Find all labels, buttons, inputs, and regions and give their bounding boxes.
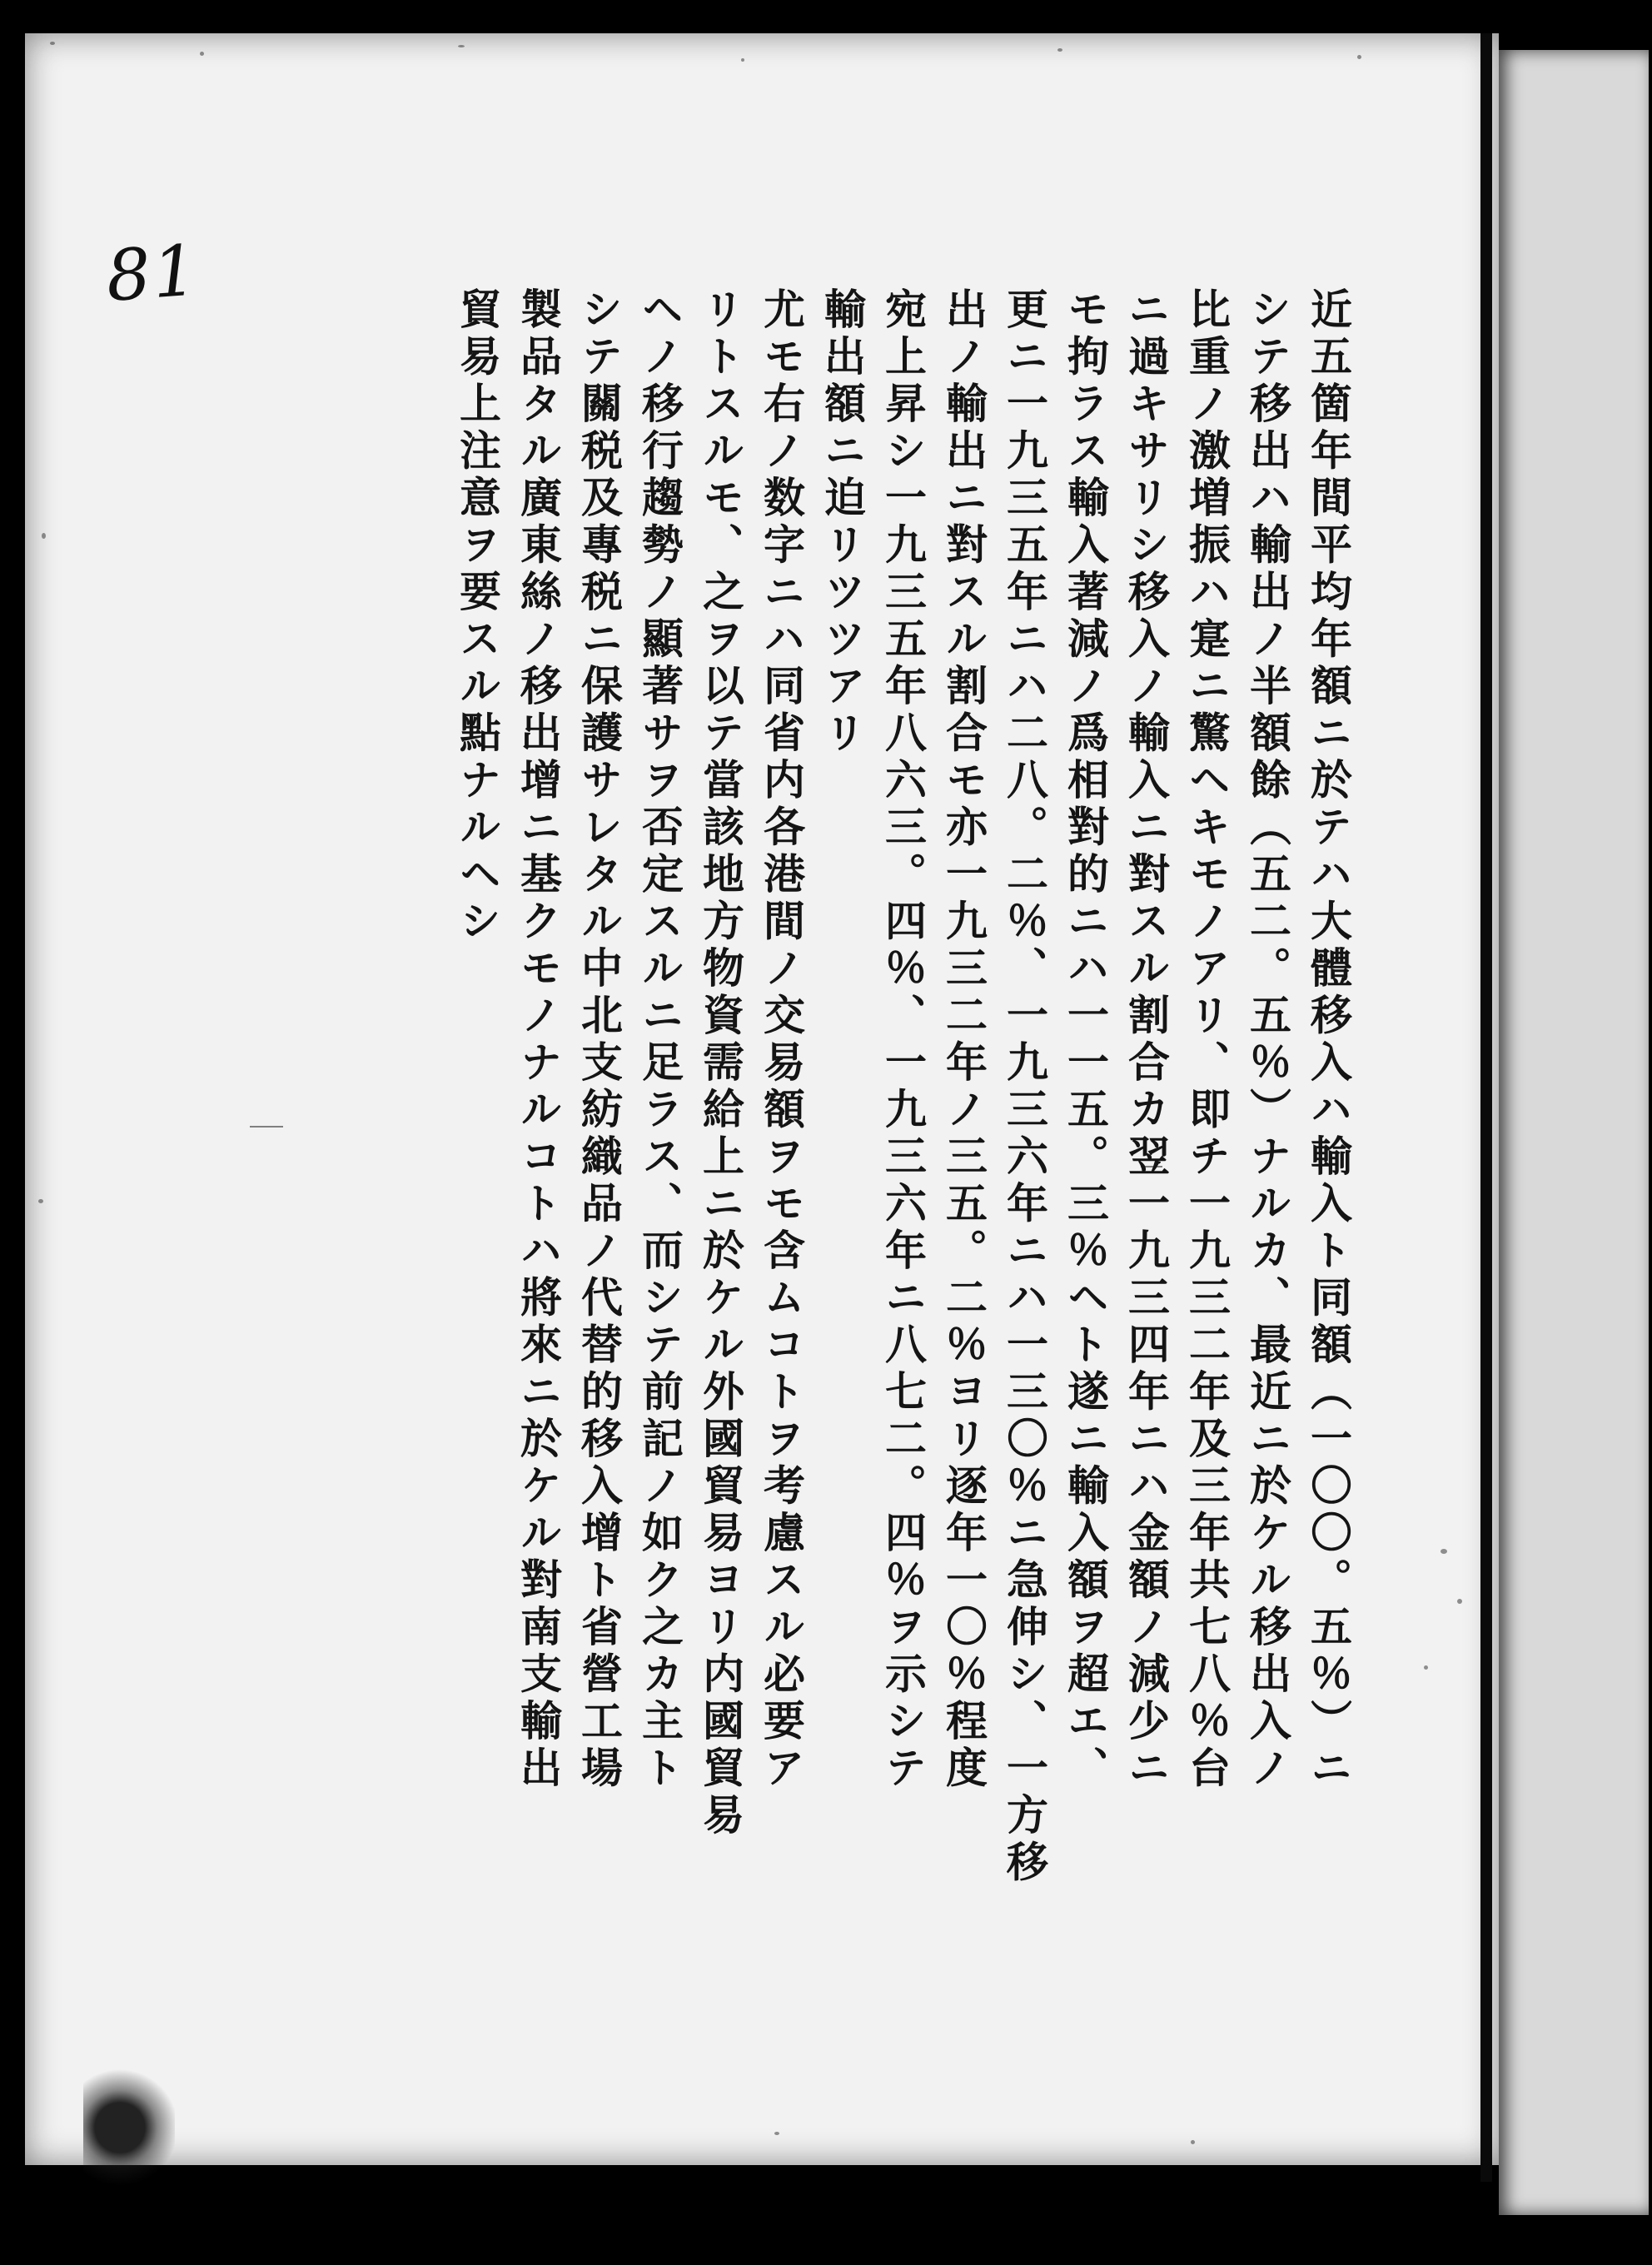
text-column: 輸出額ニ迫リツツアリ: [818, 287, 867, 758]
text-column: 尤モ右ノ数字ニハ同省内各港間ノ交易額ヲモ含ムコトヲ考慮スル必要ア: [757, 287, 806, 1793]
paper-speckle: [1441, 1549, 1447, 1554]
text-column: リトスルモ、之ヲ以テ當該地方物資需給上ニ於ケル外國貿易ヨリ内國貿易: [696, 287, 745, 1840]
vertical-text-block: [360, 287, 1359, 1953]
paper-speckle: [1057, 48, 1062, 52]
text-column: モ拘ラス輸入著減ノ爲相對的ニハ一一五。三％ヘト遂ニ輸入額ヲ超エ、: [1061, 287, 1110, 1793]
handwritten-page-number: 81: [103, 229, 202, 317]
text-column: ニ過キサリシ移入ノ輸入ニ對スル割合カ翌一九三四年ニハ金額ノ減少ニ: [1122, 287, 1171, 1793]
paper-speckle: [741, 58, 744, 62]
paper-speckle: [1457, 1599, 1462, 1604]
text-column: 貿易上注意ヲ要スル點ナルヘシ: [453, 287, 502, 946]
text-column: 近五箇年間平均年額ニ於テハ大體移入ハ輸入ト同額（一〇〇。五％）ニ: [1304, 287, 1353, 1793]
paper-speckle: [774, 2132, 779, 2135]
paper-speckle: [200, 52, 204, 56]
paper-speckle: [1191, 2140, 1195, 2144]
text-column: 製品タル廣東絲ノ移出增ニ基クモノナルコトハ將來ニ於ケル對南支輸出: [514, 287, 563, 1793]
text-column: 比重ノ激増振ハ寔ニ驚ヘキモノアリ、即チ一九三二年及三年共七八％台: [1182, 287, 1232, 1793]
text-column: シテ移出ハ輸出ノ半額餘（五二。五％）ナルカ、最近ニ於ケル移出入ノ: [1243, 287, 1292, 1793]
text-column: 更ニ一九三五年ニハ二八。二％、一九三六年ニハ一三〇％ニ急伸シ、一方移: [1000, 287, 1049, 1887]
text-column: シテ關税及專税ニ保護サレタル中北支紡織品ノ代替的移入增ト省營工場: [575, 287, 624, 1793]
ink-stain: [83, 2065, 175, 2190]
text-column: 宛上昇シ一九三五年八六三。四％、一九三六年ニ八七二。四％ヲ示シテ: [878, 287, 928, 1793]
paper-speckle: [1357, 55, 1361, 59]
paper-speckle: [458, 45, 465, 47]
text-column: ヘノ移行趨勢ノ顯著サヲ否定スルニ足ラス、而シテ前記ノ如ク之カ主ト: [635, 287, 684, 1793]
paper-scratch: [250, 1126, 283, 1128]
adjacent-page-edge: [1499, 50, 1649, 2215]
text-column: 出ノ輸出ニ對スル割合モ亦一九三二年ノ三五。二％ヨリ逐年一〇％程度: [939, 287, 988, 1793]
paper-speckle: [50, 42, 55, 45]
sheet-right-edge: [1480, 33, 1492, 2182]
paper-speckle: [42, 533, 46, 539]
paper-speckle: [38, 1199, 43, 1203]
paper-speckle: [1424, 1665, 1428, 1670]
